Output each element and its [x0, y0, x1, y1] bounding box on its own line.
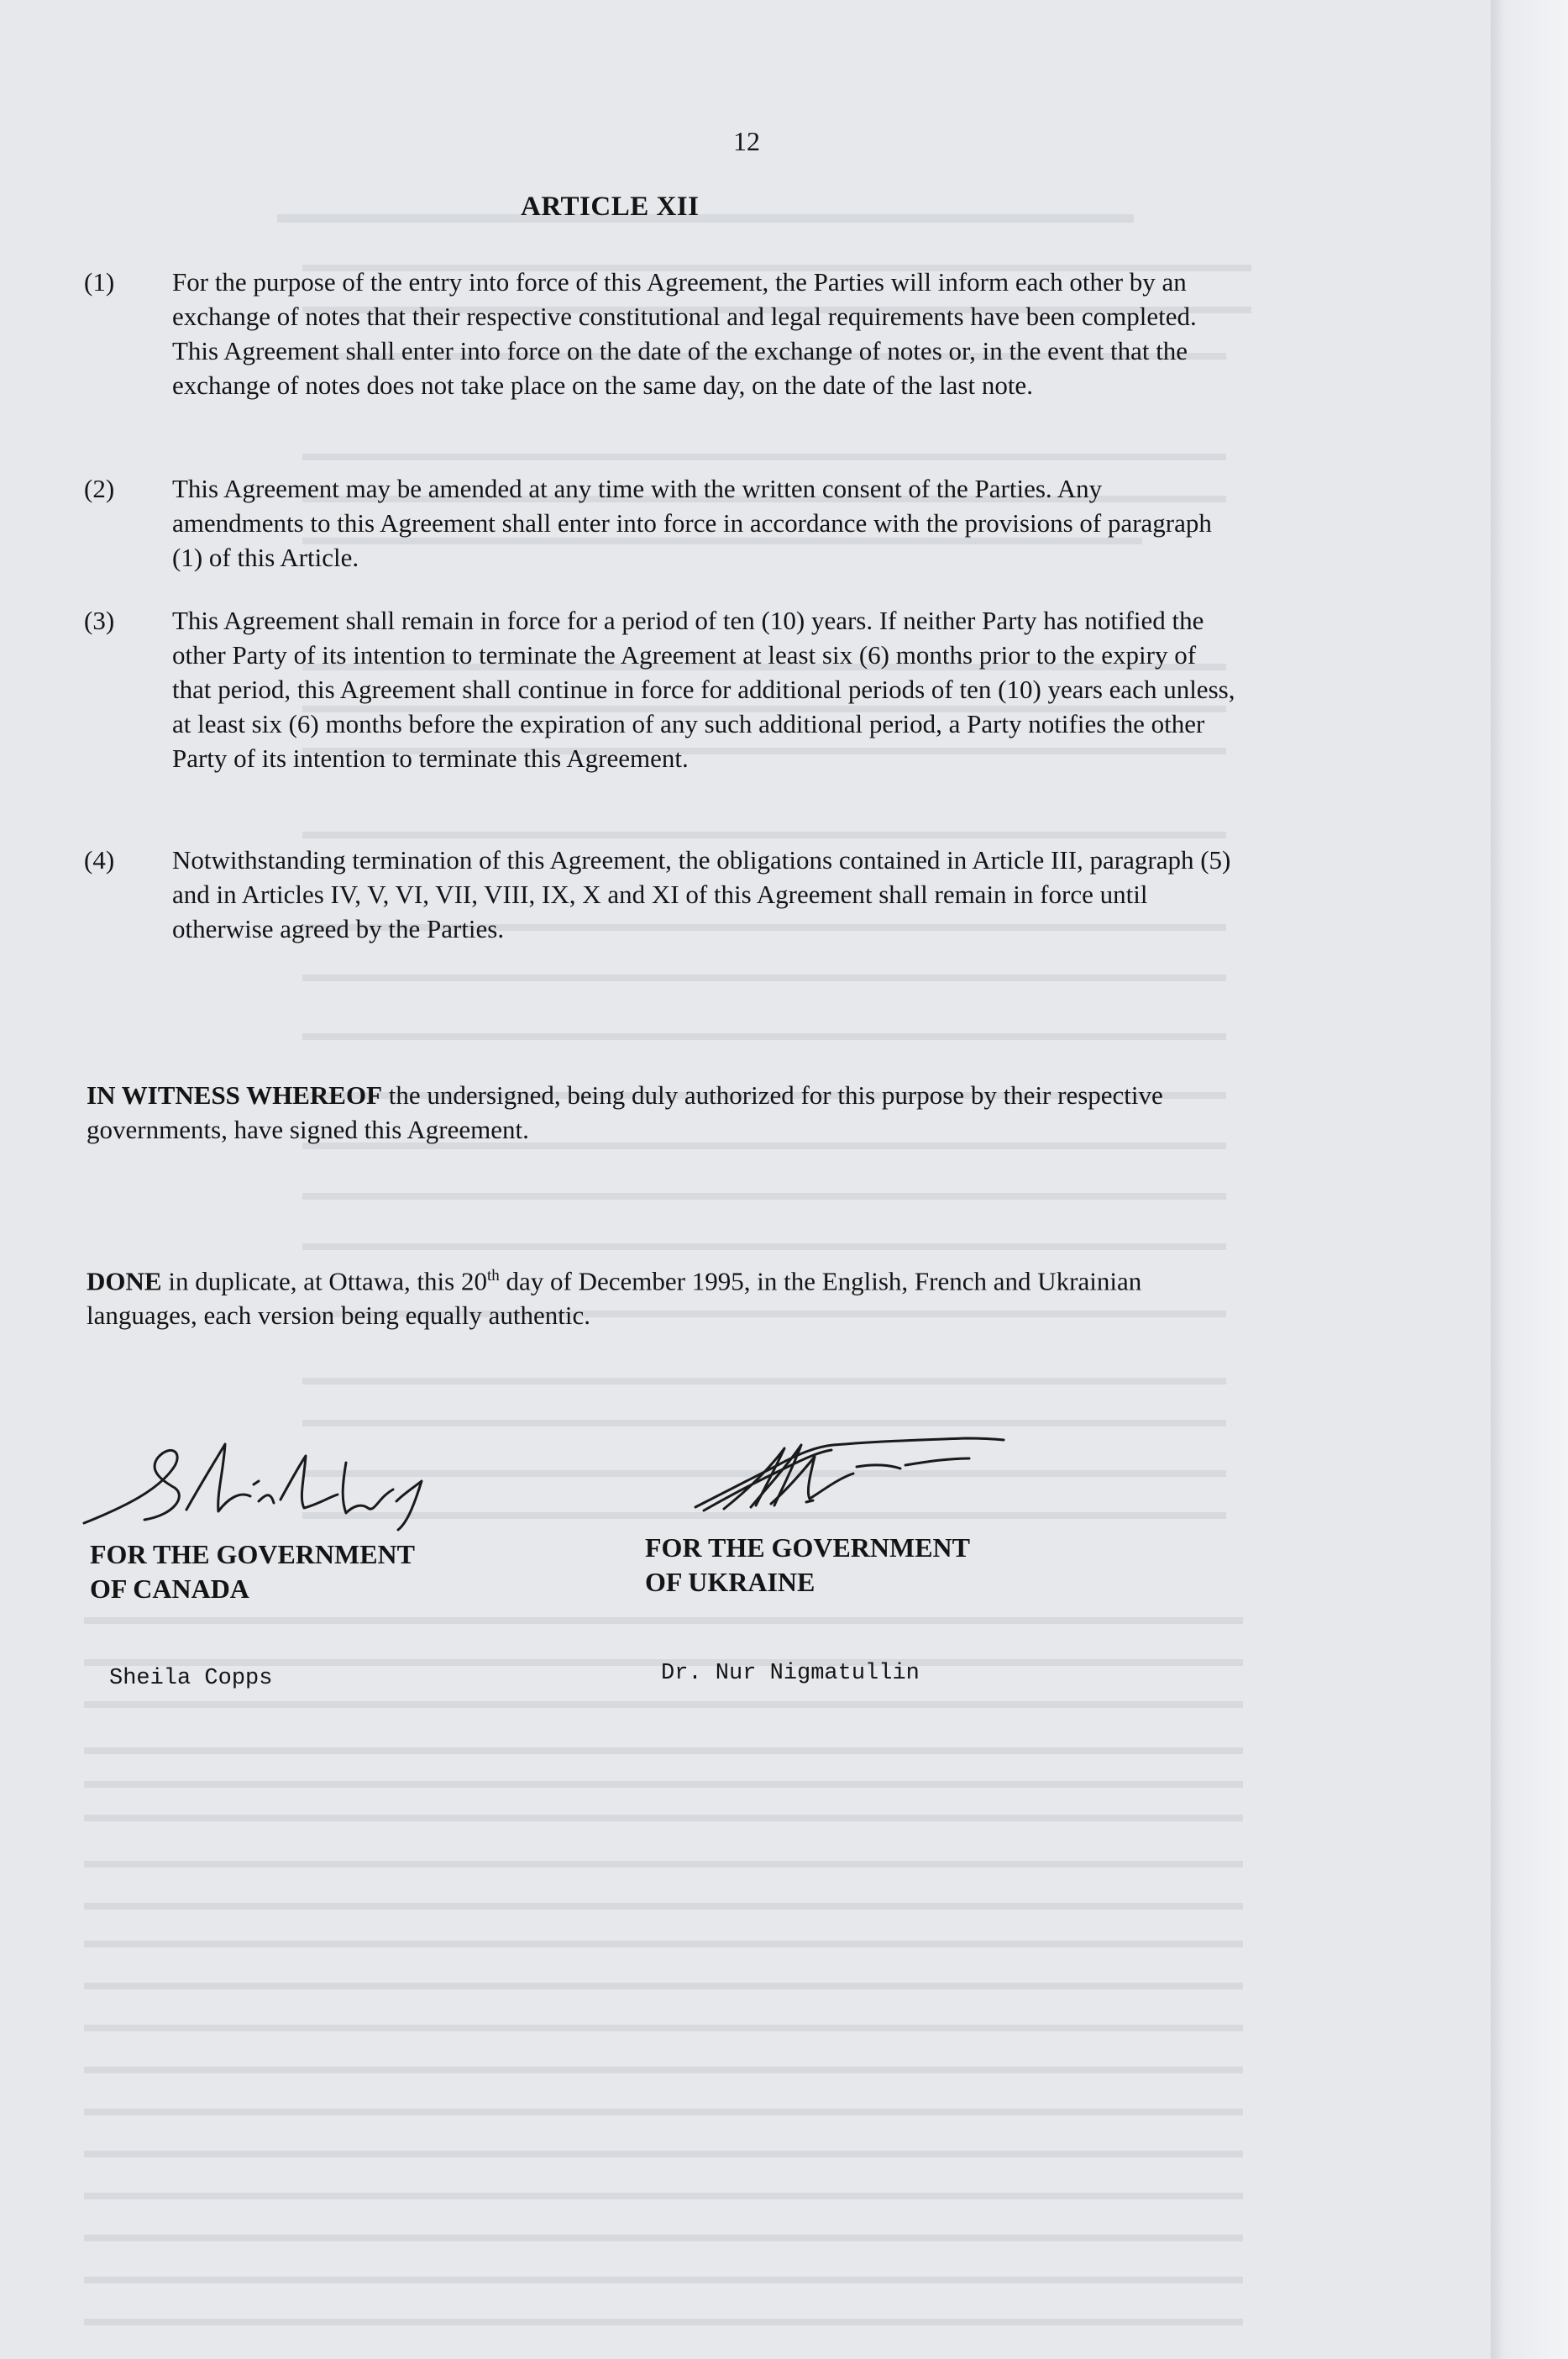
- paragraph-number: (1): [84, 267, 115, 297]
- paragraph-number: (4): [84, 845, 115, 875]
- done-ordinal-suffix: th: [487, 1267, 500, 1285]
- done-lead: DONE: [87, 1266, 162, 1296]
- signatory-heading-line2: OF UKRAINE: [645, 1567, 815, 1597]
- done-text-1: in duplicate, at Ottawa, this 20: [161, 1266, 487, 1296]
- paragraph-text: Notwithstanding termination of this Agreement, the obligations contained in Article III, paragraph (5) and in Articles IV, V, VI, VII, VIII, IX, X and XI of this Agreement shall remain in force until otherwise agreed by the Parties.: [172, 845, 1231, 943]
- paragraph-number: (2): [84, 474, 115, 503]
- paragraph-text: For the purpose of the entry into force of this Agreement, the Parties will inform each other by an exchange of notes that their respective constitutional and legal requirements have been completed. This Agreement shall enter into force on the date of the exchange of notes or, in the event that the exchange of notes does not take place on the same day, on the date of the last note.: [172, 267, 1197, 400]
- signatory-name-ukraine: Dr. Nur Nigmatullin: [661, 1661, 920, 1686]
- signatory-heading-line2: OF CANADA: [90, 1574, 249, 1604]
- signatory-block-canada: [90, 1537, 415, 1606]
- witness-clause: [87, 1078, 1195, 1147]
- page-number: 12: [733, 126, 760, 156]
- done-text-2: day of December 1995, in the English, French and Ukrainian languages, each version being equally authentic.: [87, 1266, 1142, 1331]
- signatory-heading-line1: FOR THE GOVERNMENT: [90, 1539, 415, 1569]
- signature-ukraine: [680, 1428, 1016, 1521]
- signatory-name-canada: Sheila Copps: [109, 1666, 273, 1691]
- article-title: ARTICLE XII: [521, 192, 700, 222]
- paragraph-number: (3): [84, 606, 115, 635]
- signatory-heading-line1: FOR THE GOVERNMENT: [645, 1532, 970, 1563]
- signature-canada: [76, 1432, 437, 1533]
- paragraph-text: This Agreement may be amended at any time with the written consent of the Parties. Any amendments to this Agreement shall enter into force in accordance with the provisions of paragraph (1) of this Article.: [172, 474, 1212, 572]
- witness-lead: IN WITNESS WHEREOF: [87, 1080, 383, 1110]
- signatory-block-ukraine: [645, 1531, 970, 1600]
- witness-text: the undersigned, being duly authorized for this purpose by their respective governments, have signed this Agreement.: [87, 1080, 1163, 1144]
- paragraph-text: This Agreement shall remain in force for a period of ten (10) years. If neither Party has notified the other Party of its intention to terminate the Agreement at least six (6) months prior to the expiry of that period, this Agreement shall continue in force for additional periods of ten (10) years each unless, at least six (6) months before the expiration of any such additional period, a Party notifies the other Party of its intention to terminate this Agreement.: [172, 606, 1235, 773]
- done-clause: [87, 1258, 1195, 1332]
- page-edge-shadow: [1491, 0, 1568, 2359]
